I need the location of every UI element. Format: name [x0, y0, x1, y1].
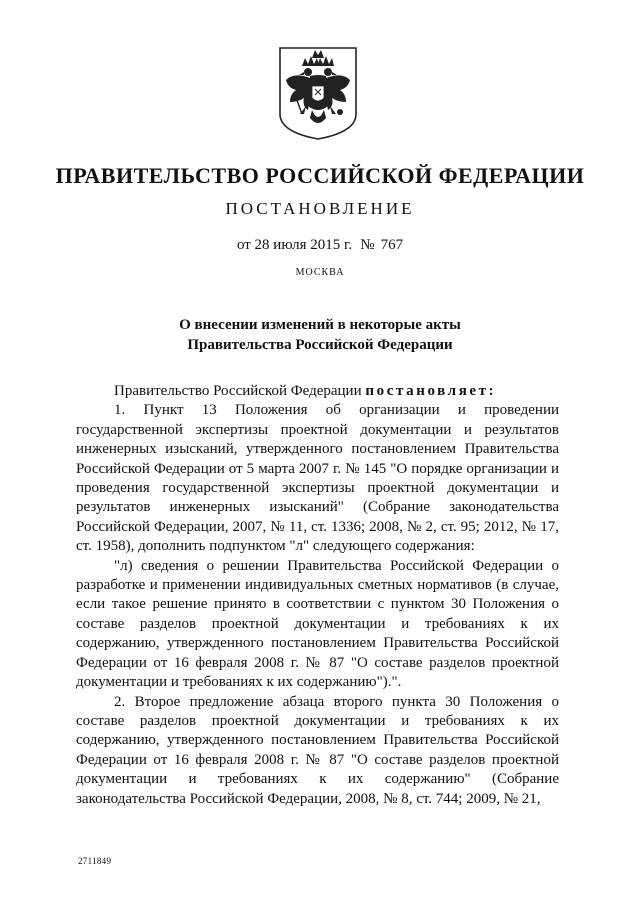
paragraph-3: 2. Второе предложение абзаца второго пункта 30 Положения о составе разделов проектной документации и требованиях к их содержанию, утвержденного постановлением Правительства Российской Федерации от 16 февраля 2008 г. № 87 "О составе разделов проектной документации и требованиях к их содержанию" (Собрание законодательства Российской Федерации, 2008, № 8, ст. 744; 2009, № 21, [76, 693, 559, 807]
footer-code: 2711849 [78, 856, 112, 866]
document-number: 767 [380, 237, 404, 253]
russian-coat-of-arms-icon [272, 44, 364, 142]
coat-of-arms-emblem [272, 44, 364, 142]
document-city: МОСКВА [295, 267, 345, 278]
document-type: ПОСТАНОВЛЕНИЕ [225, 199, 415, 218]
document-date-number [0, 237, 640, 254]
opening-subject: Правительство Российской Федерации [114, 383, 362, 399]
document-subject [0, 315, 640, 355]
government-title: ПРАВИТЕЛЬСТВО РОССИЙСКОЙ ФЕДЕРАЦИИ [55, 163, 585, 188]
opening-verb: постановляет: [365, 383, 497, 399]
paragraph-2: "л) сведения о решении Правительства Российской Федерации о разработке и применении индивидуальных сметных нормативов (в случае, если такое решение принято в соответствии с пунктом 30 Положения о составе разделов проектной документации и требованиях к их содержанию, утвержденного постановлением Правительства Российской Федерации от 16 февраля 2008 г. № 87 "О составе разделов проектной документации и требованиях к их содержанию").". [76, 557, 559, 691]
opening-paragraph [76, 382, 559, 401]
subject-line-2: Правительства Российской Федерации [187, 337, 453, 353]
paragraph-1: 1. Пункт 13 Положения об организации и проведении государственной экспертизы проектной документации и результатов инженерных изысканий, утвержденного постановлением Правительства Российской Федерации от 5 марта 2007 г. № 145 "О порядке организации и проведения государственной экспертизы проектной документации и результатов инженерных изысканий" (Собрание законодательства Российской Федерации, 2007, № 11, ст. 1336; 2008, № 2, ст. 95; 2012, № 17, ст. 1958), дополнить подпунктом "л" следующего содержания: [76, 402, 559, 555]
subject-line-1: О внесении изменений в некоторые акты [179, 317, 461, 333]
document-date: от 28 июля 2015 г. [236, 237, 353, 253]
number-sign: № [360, 237, 375, 253]
document-body [76, 382, 559, 809]
